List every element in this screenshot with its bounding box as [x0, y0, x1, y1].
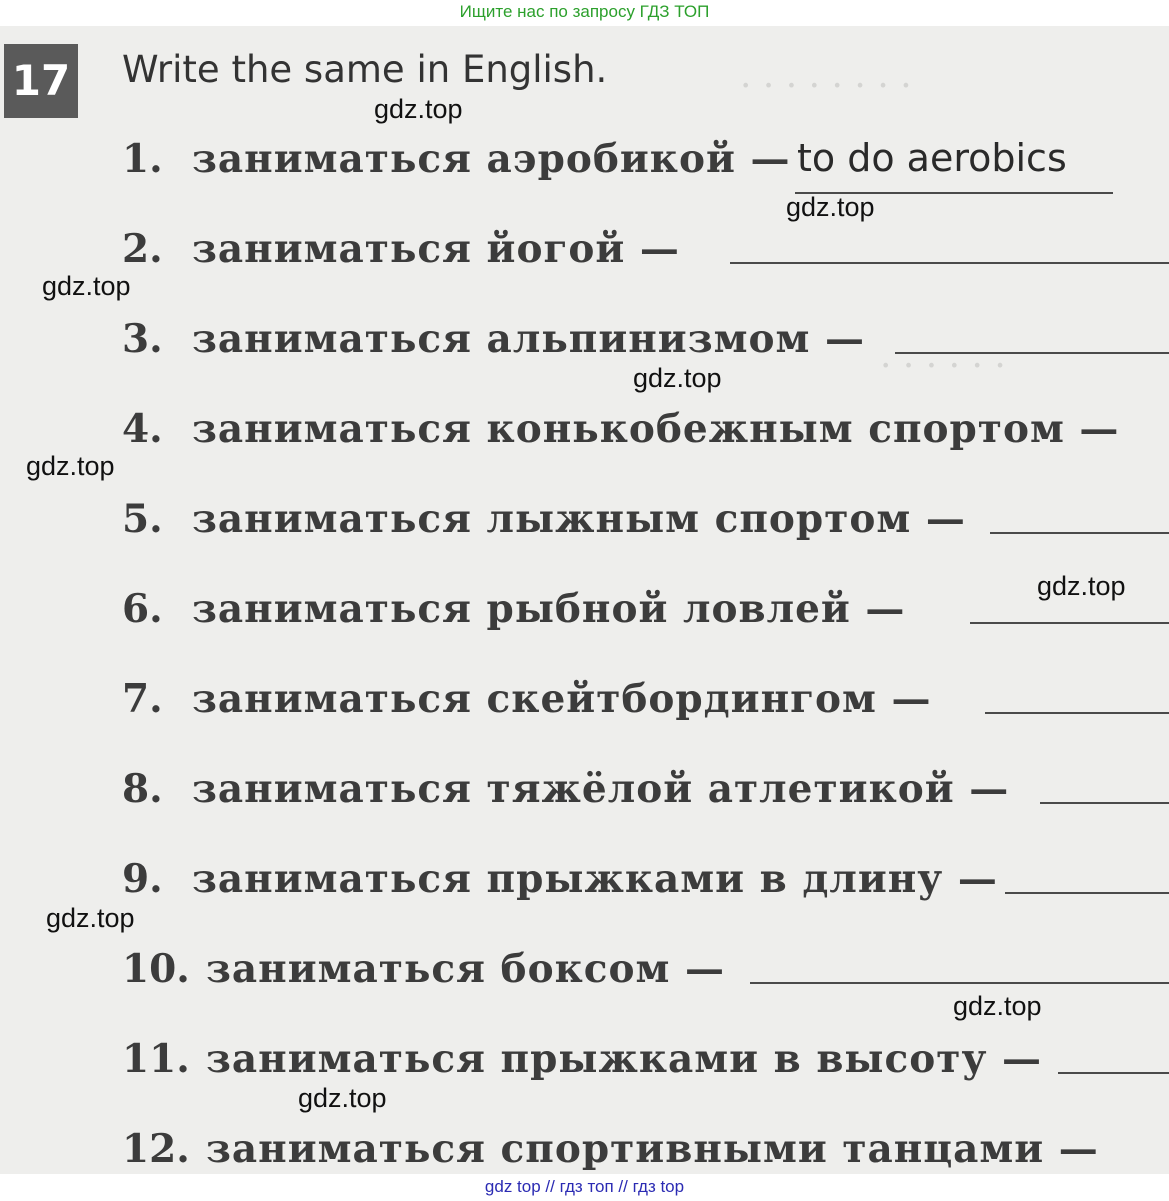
answer-blank[interactable]: [970, 622, 1169, 624]
item-number: 12.: [122, 1126, 190, 1172]
exercise-item-3: [0, 316, 1169, 376]
item-number: 7.: [122, 676, 163, 722]
watermark: gdz.top: [786, 192, 875, 222]
answer-blank[interactable]: [990, 532, 1169, 534]
exercise-item-8: [0, 766, 1169, 826]
item-number: 3.: [122, 316, 163, 362]
exercise-item-4: [0, 406, 1169, 466]
item-text: заниматься прыжками в длину —: [192, 856, 998, 902]
item-number: 10.: [122, 946, 190, 992]
watermark: gdz.top: [46, 903, 135, 933]
item-number: 6.: [122, 586, 163, 632]
answer-blank[interactable]: [1058, 1072, 1169, 1074]
item-text: заниматься йогой —: [192, 226, 680, 272]
item-number: 11.: [122, 1036, 190, 1082]
exercise-item-5: [0, 496, 1169, 556]
item-text: заниматься прыжками в высоту —: [206, 1036, 1042, 1082]
item-number: 5.: [122, 496, 163, 542]
answer-blank[interactable]: [750, 982, 1169, 984]
answer-blank[interactable]: [1040, 802, 1169, 804]
item-text: заниматься лыжным спортом —: [192, 496, 966, 542]
item-number: 8.: [122, 766, 163, 812]
answer-blank[interactable]: [985, 712, 1169, 714]
workbook-page: [0, 26, 1169, 1174]
item-text: заниматься аэробикой —: [192, 136, 791, 182]
answer-blank[interactable]: [730, 262, 1169, 264]
watermark: gdz.top: [953, 991, 1042, 1021]
exercise-item-6: [0, 586, 1169, 646]
footer-links[interactable]: gdz top // гдз топ // гдз top: [0, 1174, 1169, 1201]
watermark: gdz.top: [298, 1083, 387, 1113]
top-banner[interactable]: Ищите нас по запросу ГДЗ ТОП: [0, 0, 1169, 26]
watermark: gdz.top: [1037, 571, 1126, 601]
exercise-item-9: [0, 856, 1169, 916]
answer-blank[interactable]: [895, 352, 1169, 354]
exercise-item-7: [0, 676, 1169, 736]
watermark: gdz.top: [633, 363, 722, 393]
watermark: gdz.top: [42, 271, 131, 301]
watermark: gdz.top: [374, 94, 463, 124]
item-text: заниматься скейтбордингом —: [192, 676, 932, 722]
answer-blank[interactable]: [1005, 892, 1169, 894]
item-text: заниматься рыбной ловлей —: [192, 586, 906, 632]
item-text: заниматься спортивными танцами —: [206, 1126, 1099, 1172]
exercise-item-11: [0, 1036, 1169, 1096]
item-text: заниматься боксом —: [206, 946, 725, 992]
item-text: заниматься конькобежным спортом —: [192, 406, 1120, 452]
item-text: заниматься тяжёлой атлетикой —: [192, 766, 1010, 812]
item-text: заниматься альпинизмом —: [192, 316, 865, 362]
exercise-item-1: [0, 136, 1169, 196]
item-number: 2.: [122, 226, 163, 272]
bleed-through-text: · · · · · ·: [880, 346, 1006, 387]
task-number-badge: 17: [4, 44, 78, 118]
watermark: gdz.top: [26, 451, 115, 481]
bleed-through-text: · · · · · · · ·: [740, 66, 912, 107]
item-number: 9.: [122, 856, 163, 902]
exercise-item-12: [0, 1126, 1169, 1174]
task-title: Write the same in English.: [122, 48, 608, 91]
handwritten-answer: to do aerobics: [797, 136, 1067, 180]
item-number: 4.: [122, 406, 163, 452]
item-number: 1.: [122, 136, 163, 182]
exercise-item-2: [0, 226, 1169, 286]
